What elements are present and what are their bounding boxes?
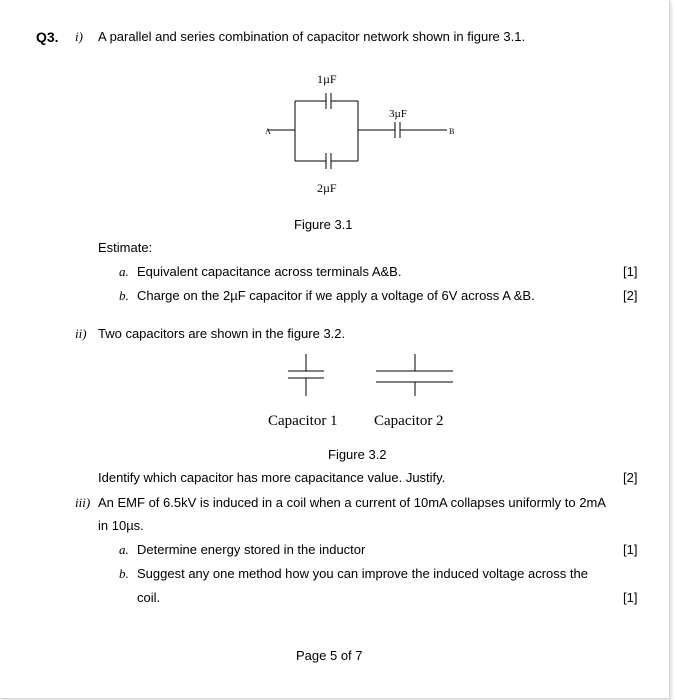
capacitor-1-label: Capacitor 1 xyxy=(268,413,338,429)
part-ii-task: Identify which capacitor has more capacitance value. Justify. xyxy=(98,470,446,485)
part-iii-intro-line1: An EMF of 6.5kV is induced in a coil when a current of 10mA collapses uniformly to 2mA xyxy=(98,495,606,510)
part-iii-item-a-text: Determine energy stored in the inductor xyxy=(137,542,366,557)
part-iii-item-b-letter: b. xyxy=(119,566,129,581)
part-ii-intro: Two capacitors are shown in the figure 3.2. xyxy=(98,326,346,341)
item-b-marks: [2] xyxy=(623,288,638,303)
item-b-text: Charge on the 2µF capacitor if we apply a voltage of 6V across A &B. xyxy=(137,288,535,303)
capacitor-2-label: Capacitor 2 xyxy=(374,413,444,429)
part-iii-numeral: iii) xyxy=(75,495,91,510)
part-iii-item-a-marks: [1] xyxy=(623,542,638,557)
question-number: Q3. xyxy=(36,29,59,45)
item-a-letter: a. xyxy=(119,264,129,279)
part-iii-item-b-text-line1: Suggest any one method how you can improve the induced voltage across the xyxy=(137,566,588,581)
part-iii-intro-line2: in 10µs. xyxy=(98,518,144,533)
c2-label: 2µF xyxy=(317,181,337,195)
part-iii-item-b-marks: [1] xyxy=(623,590,638,605)
node-b-label: B xyxy=(449,127,455,136)
item-a-marks: [1] xyxy=(623,264,638,279)
item-a-text: Equivalent capacitance across terminals A&B. xyxy=(137,264,402,279)
part-i-intro: A parallel and series combination of capacitor network shown in figure 3.1. xyxy=(98,29,526,44)
estimate-label: Estimate: xyxy=(98,240,153,255)
figure-3-1-circuit xyxy=(255,65,465,200)
figure-3-2-capacitors xyxy=(285,354,460,404)
node-a-label: A xyxy=(265,127,271,136)
part-ii-marks: [2] xyxy=(623,470,638,485)
c1-label: 1µF xyxy=(317,72,337,86)
figure-3-2-caption: Figure 3.2 xyxy=(328,447,387,462)
part-iii-item-b-text-line2: coil. xyxy=(137,590,161,605)
page-number: Page 5 of 7 xyxy=(296,648,363,663)
item-b-letter: b. xyxy=(119,288,129,303)
part-i-numeral: i) xyxy=(75,29,83,44)
figure-3-1-caption: Figure 3.1 xyxy=(294,217,353,232)
part-iii-item-a-letter: a. xyxy=(119,542,129,557)
c3-label: 3µF xyxy=(389,108,407,120)
part-ii-numeral: ii) xyxy=(75,326,87,341)
